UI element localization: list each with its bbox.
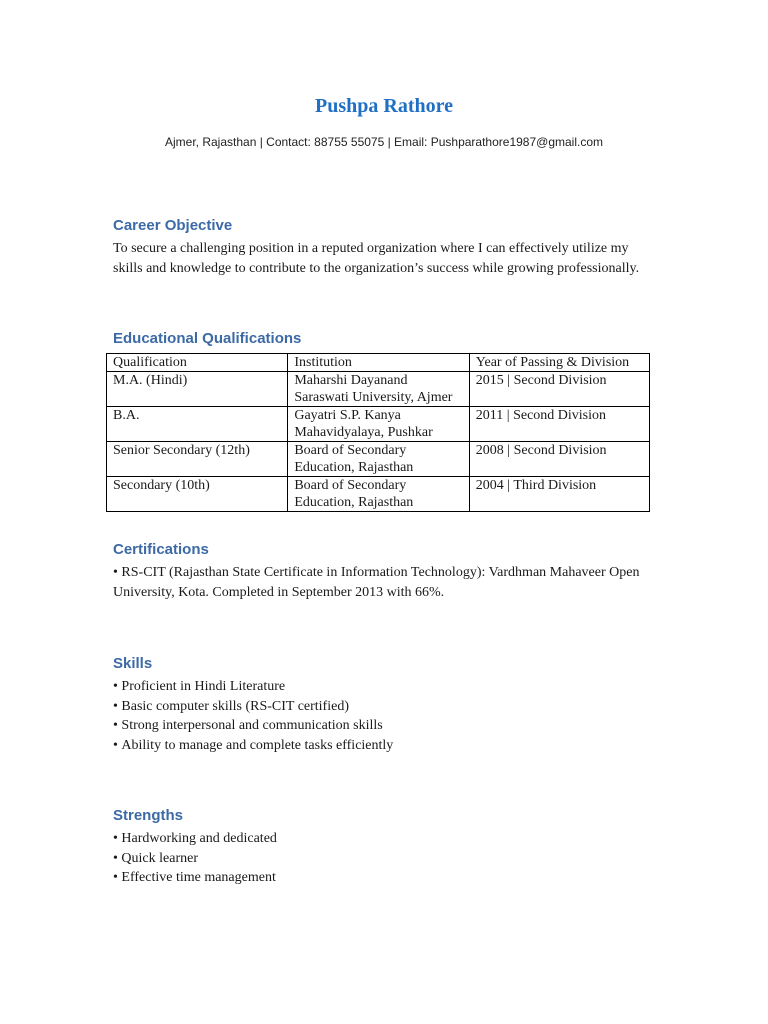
year-division-cell: 2011 | Second Division <box>469 407 649 442</box>
table-row <box>107 477 650 512</box>
strengths-heading: Strengths <box>113 807 184 824</box>
list-item: • Strong interpersonal and communication skills <box>113 716 393 736</box>
list-item: • Basic computer skills (RS-CIT certified) <box>113 697 393 717</box>
qualification-cell: B.A. <box>107 407 288 442</box>
year-division-cell: 2015 | Second Division <box>469 372 649 407</box>
candidate-name: Pushpa Rathore <box>315 95 453 117</box>
qualification-cell: M.A. (Hindi) <box>107 372 288 407</box>
qualification-cell: Senior Secondary (12th) <box>107 442 288 477</box>
institution-cell: Gayatri S.P. Kanya Mahavidyalaya, Pushkar <box>288 407 469 442</box>
institution-cell: Board of Secondary Education, Rajasthan <box>288 442 469 477</box>
list-item: • Proficient in Hindi Literature <box>113 677 393 697</box>
list-item: • Hardworking and dedicated <box>113 829 277 849</box>
table-header-row <box>107 354 650 372</box>
certifications-heading: Certifications <box>113 541 209 558</box>
contact-line: Ajmer, Rajasthan | Contact: 88755 55075 | Email: Pushparathore1987@gmail.com <box>165 135 603 149</box>
column-header: Year of Passing & Division <box>469 354 649 372</box>
strengths-list <box>113 829 277 888</box>
year-division-cell: 2008 | Second Division <box>469 442 649 477</box>
education-heading: Educational Qualifications <box>113 330 302 347</box>
column-header: Institution <box>288 354 469 372</box>
institution-cell: Maharshi Dayanand Saraswati University, Ajmer <box>288 372 469 407</box>
career-objective-heading: Career Objective <box>113 217 233 234</box>
institution-cell: Board of Secondary Education, Rajasthan <box>288 477 469 512</box>
skills-list <box>113 677 393 755</box>
skills-heading: Skills <box>113 655 153 672</box>
education-table <box>106 353 650 512</box>
list-item: • Ability to manage and complete tasks efficiently <box>113 736 393 756</box>
year-division-cell: 2004 | Third Division <box>469 477 649 512</box>
certifications-text: • RS-CIT (Rajasthan State Certificate in Information Technology): Vardhman Mahaveer Open University, Kota. Completed in September 2013 with 66%. <box>113 565 640 600</box>
list-item: • Quick learner <box>113 849 277 869</box>
column-header: Qualification <box>107 354 288 372</box>
qualification-cell: Secondary (10th) <box>107 477 288 512</box>
list-item: • Effective time management <box>113 868 277 888</box>
table-row <box>107 407 650 442</box>
table-row <box>107 372 650 407</box>
table-row <box>107 442 650 477</box>
career-objective-text: To secure a challenging position in a reputed organization where I can effectively utilize my skills and knowledge to contribute to the organization’s success while growing professionally. <box>113 241 640 276</box>
